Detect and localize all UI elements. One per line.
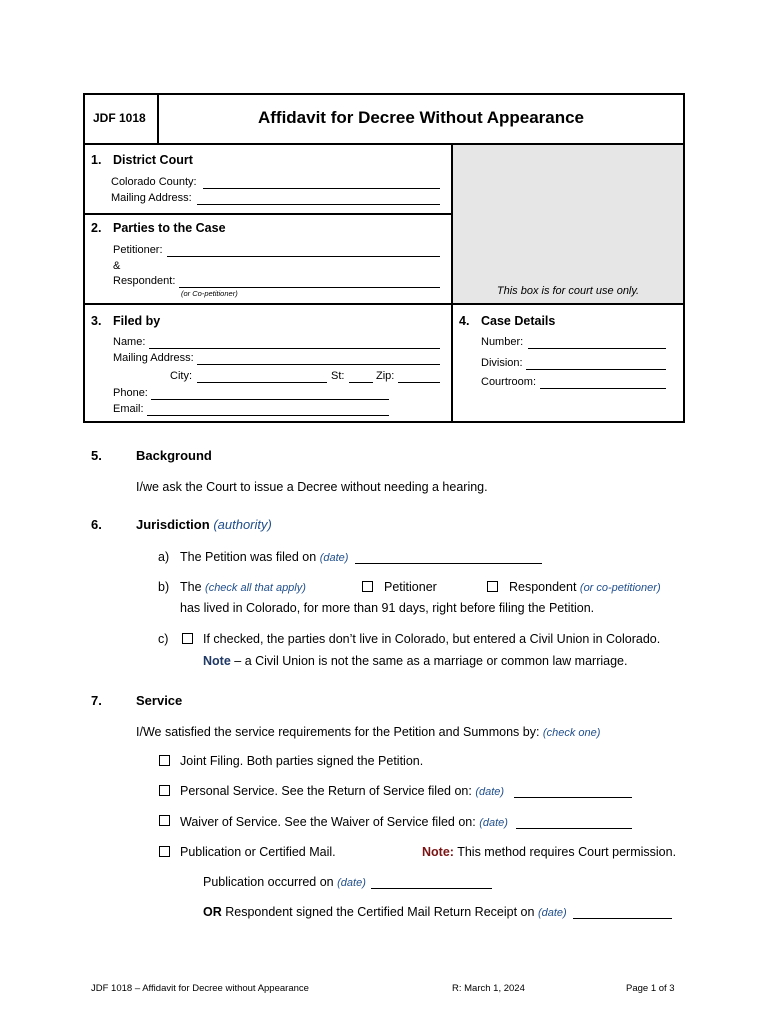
item-b-row (180, 580, 306, 594)
certified-mail-text: Respondent signed the Certified Mail Return Receipt on (225, 905, 535, 919)
petitioner-field[interactable] (167, 256, 440, 257)
filed-by-heading: Filed by (113, 314, 161, 328)
respondent-label: Respondent: (113, 275, 176, 287)
joint-filing-checkbox[interactable] (159, 755, 170, 766)
personal-service-date-field[interactable] (514, 797, 632, 798)
service-intro-hint: (check one) (542, 727, 601, 739)
courtroom-label: Courtroom: (481, 376, 537, 388)
section-5-num: 5. (91, 448, 102, 463)
or-label: OR (203, 905, 222, 919)
courtroom-field[interactable] (540, 388, 666, 389)
date-hint: (date) (319, 552, 349, 564)
filer-mailing-label: Mailing Address: (113, 352, 194, 364)
certified-mail-date-hint: (date) (537, 907, 567, 919)
parties-heading: Parties to the Case (113, 221, 226, 235)
service-intro-row (136, 725, 600, 739)
certified-mail-row (203, 905, 567, 919)
joint-filing-text: Joint Filing. Both parties signed the Petition. (180, 754, 424, 768)
zip-label: Zip: (376, 370, 395, 382)
section-6-title-note: (authority) (213, 517, 272, 532)
item-b-hint: (check all that apply) (205, 582, 306, 594)
county-label: Colorado County: (111, 176, 197, 188)
item-a-label: a) (158, 550, 170, 564)
zip-field[interactable] (398, 382, 440, 383)
division-label: Division: (481, 357, 523, 369)
publication-date-row (203, 875, 366, 889)
section-7-num: 7. (91, 693, 102, 708)
note-label: Note (203, 654, 231, 668)
item-b-label: b) (158, 580, 170, 594)
petitioner-option: Petitioner (384, 580, 437, 594)
service-intro: I/We satisfied the service requirements for the Petition and Summons by: (136, 725, 540, 739)
item-a-row (180, 550, 348, 564)
publication-note-text: This method requires Court permission. (457, 845, 677, 859)
court-mailing-field[interactable] (197, 204, 440, 205)
case-details-heading: Case Details (481, 314, 556, 328)
personal-service-checkbox[interactable] (159, 785, 170, 796)
footer-right: Page 1 of 3 (626, 983, 675, 994)
item-b-text: The (180, 580, 202, 594)
item-b-text2: has lived in Colorado, for more than 91 days, right before filing the Petition. (180, 601, 595, 615)
court-mailing-label: Mailing Address: (111, 192, 192, 204)
civil-union-checkbox[interactable] (182, 633, 193, 644)
court-use-text: This box is for court use only. (496, 285, 640, 297)
respondent-checkbox[interactable] (487, 581, 498, 592)
court-use-box (453, 145, 683, 303)
publication-text: Publication or Certified Mail. (180, 845, 336, 859)
publication-date-text: Publication occurred on (203, 875, 334, 889)
ampersand: & (113, 260, 121, 272)
waiver-date-field[interactable] (516, 828, 632, 829)
item-a-text: The Petition was filed on (180, 550, 317, 564)
section-6-title: Jurisdiction (136, 517, 210, 532)
filer-mailing-field[interactable] (197, 364, 440, 365)
waiver-date-hint: (date) (479, 817, 508, 829)
waiver-checkbox[interactable] (159, 815, 170, 826)
email-field[interactable] (147, 415, 389, 416)
county-field[interactable] (203, 188, 440, 189)
personal-service-row (180, 784, 504, 798)
background-text: I/we ask the Court to issue a Decree without needing a hearing. (136, 480, 488, 494)
respondent-field[interactable] (179, 287, 440, 288)
city-field[interactable] (197, 382, 327, 383)
publication-checkbox[interactable] (159, 846, 170, 857)
waiver-row (180, 815, 508, 829)
publication-note (422, 845, 676, 859)
page-title: Affidavit for Decree Without Appearance (257, 108, 585, 127)
case-number-field[interactable] (528, 348, 666, 349)
respondent-option-row (509, 580, 661, 594)
section-5-title: Background (136, 448, 212, 463)
parties-num: 2. (91, 221, 102, 235)
st-label: St: (331, 370, 345, 382)
publication-note-label: Note: (422, 845, 454, 859)
name-field[interactable] (149, 348, 440, 349)
civil-union-note (203, 654, 627, 668)
section-7-title: Service (136, 693, 183, 708)
name-label: Name: (113, 336, 146, 348)
case-details-num: 4. (459, 314, 470, 328)
personal-service-date-hint: (date) (475, 786, 505, 798)
division-field[interactable] (526, 369, 666, 370)
publication-date-hint: (date) (337, 877, 366, 889)
city-label: City: (170, 370, 192, 382)
section-6-title-row (136, 517, 272, 532)
petitioner-checkbox[interactable] (362, 581, 373, 592)
certified-mail-date-field[interactable] (573, 918, 672, 919)
petitioner-label: Petitioner: (113, 244, 163, 256)
note-text: – a Civil Union is not the same as a marriage or common law marriage. (234, 654, 628, 668)
section-6-num: 6. (91, 517, 102, 532)
email-label: Email: (113, 403, 144, 415)
item-c-label: c) (158, 632, 169, 646)
respondent-option: Respondent (509, 580, 577, 594)
case-number-label: Number: (481, 336, 524, 348)
footer-left: JDF 1018 – Affidavit for Decree without Appearance (91, 983, 309, 994)
st-field[interactable] (349, 382, 373, 383)
phone-label: Phone: (113, 387, 148, 399)
phone-field[interactable] (151, 399, 389, 400)
filed-by-num: 3. (91, 314, 102, 328)
district-court-heading: District Court (113, 153, 193, 167)
waiver-text: Waiver of Service. See the Waiver of Service filed on: (180, 815, 476, 829)
personal-service-text: Personal Service. See the Return of Service filed on: (180, 784, 472, 798)
respondent-hint: (or co-petitioner) (579, 582, 661, 594)
district-court-num: 1. (91, 153, 102, 167)
publication-date-field[interactable] (371, 888, 492, 889)
footer-center: R: March 1, 2024 (452, 983, 525, 994)
petition-date-field[interactable] (355, 563, 542, 564)
co-petitioner-hint: (or Co-petitioner) (181, 289, 238, 298)
item-c-text: If checked, the parties don’t live in Colorado, but entered a Civil Union in Colorado. (203, 632, 661, 646)
form-id: JDF 1018 (93, 111, 146, 125)
